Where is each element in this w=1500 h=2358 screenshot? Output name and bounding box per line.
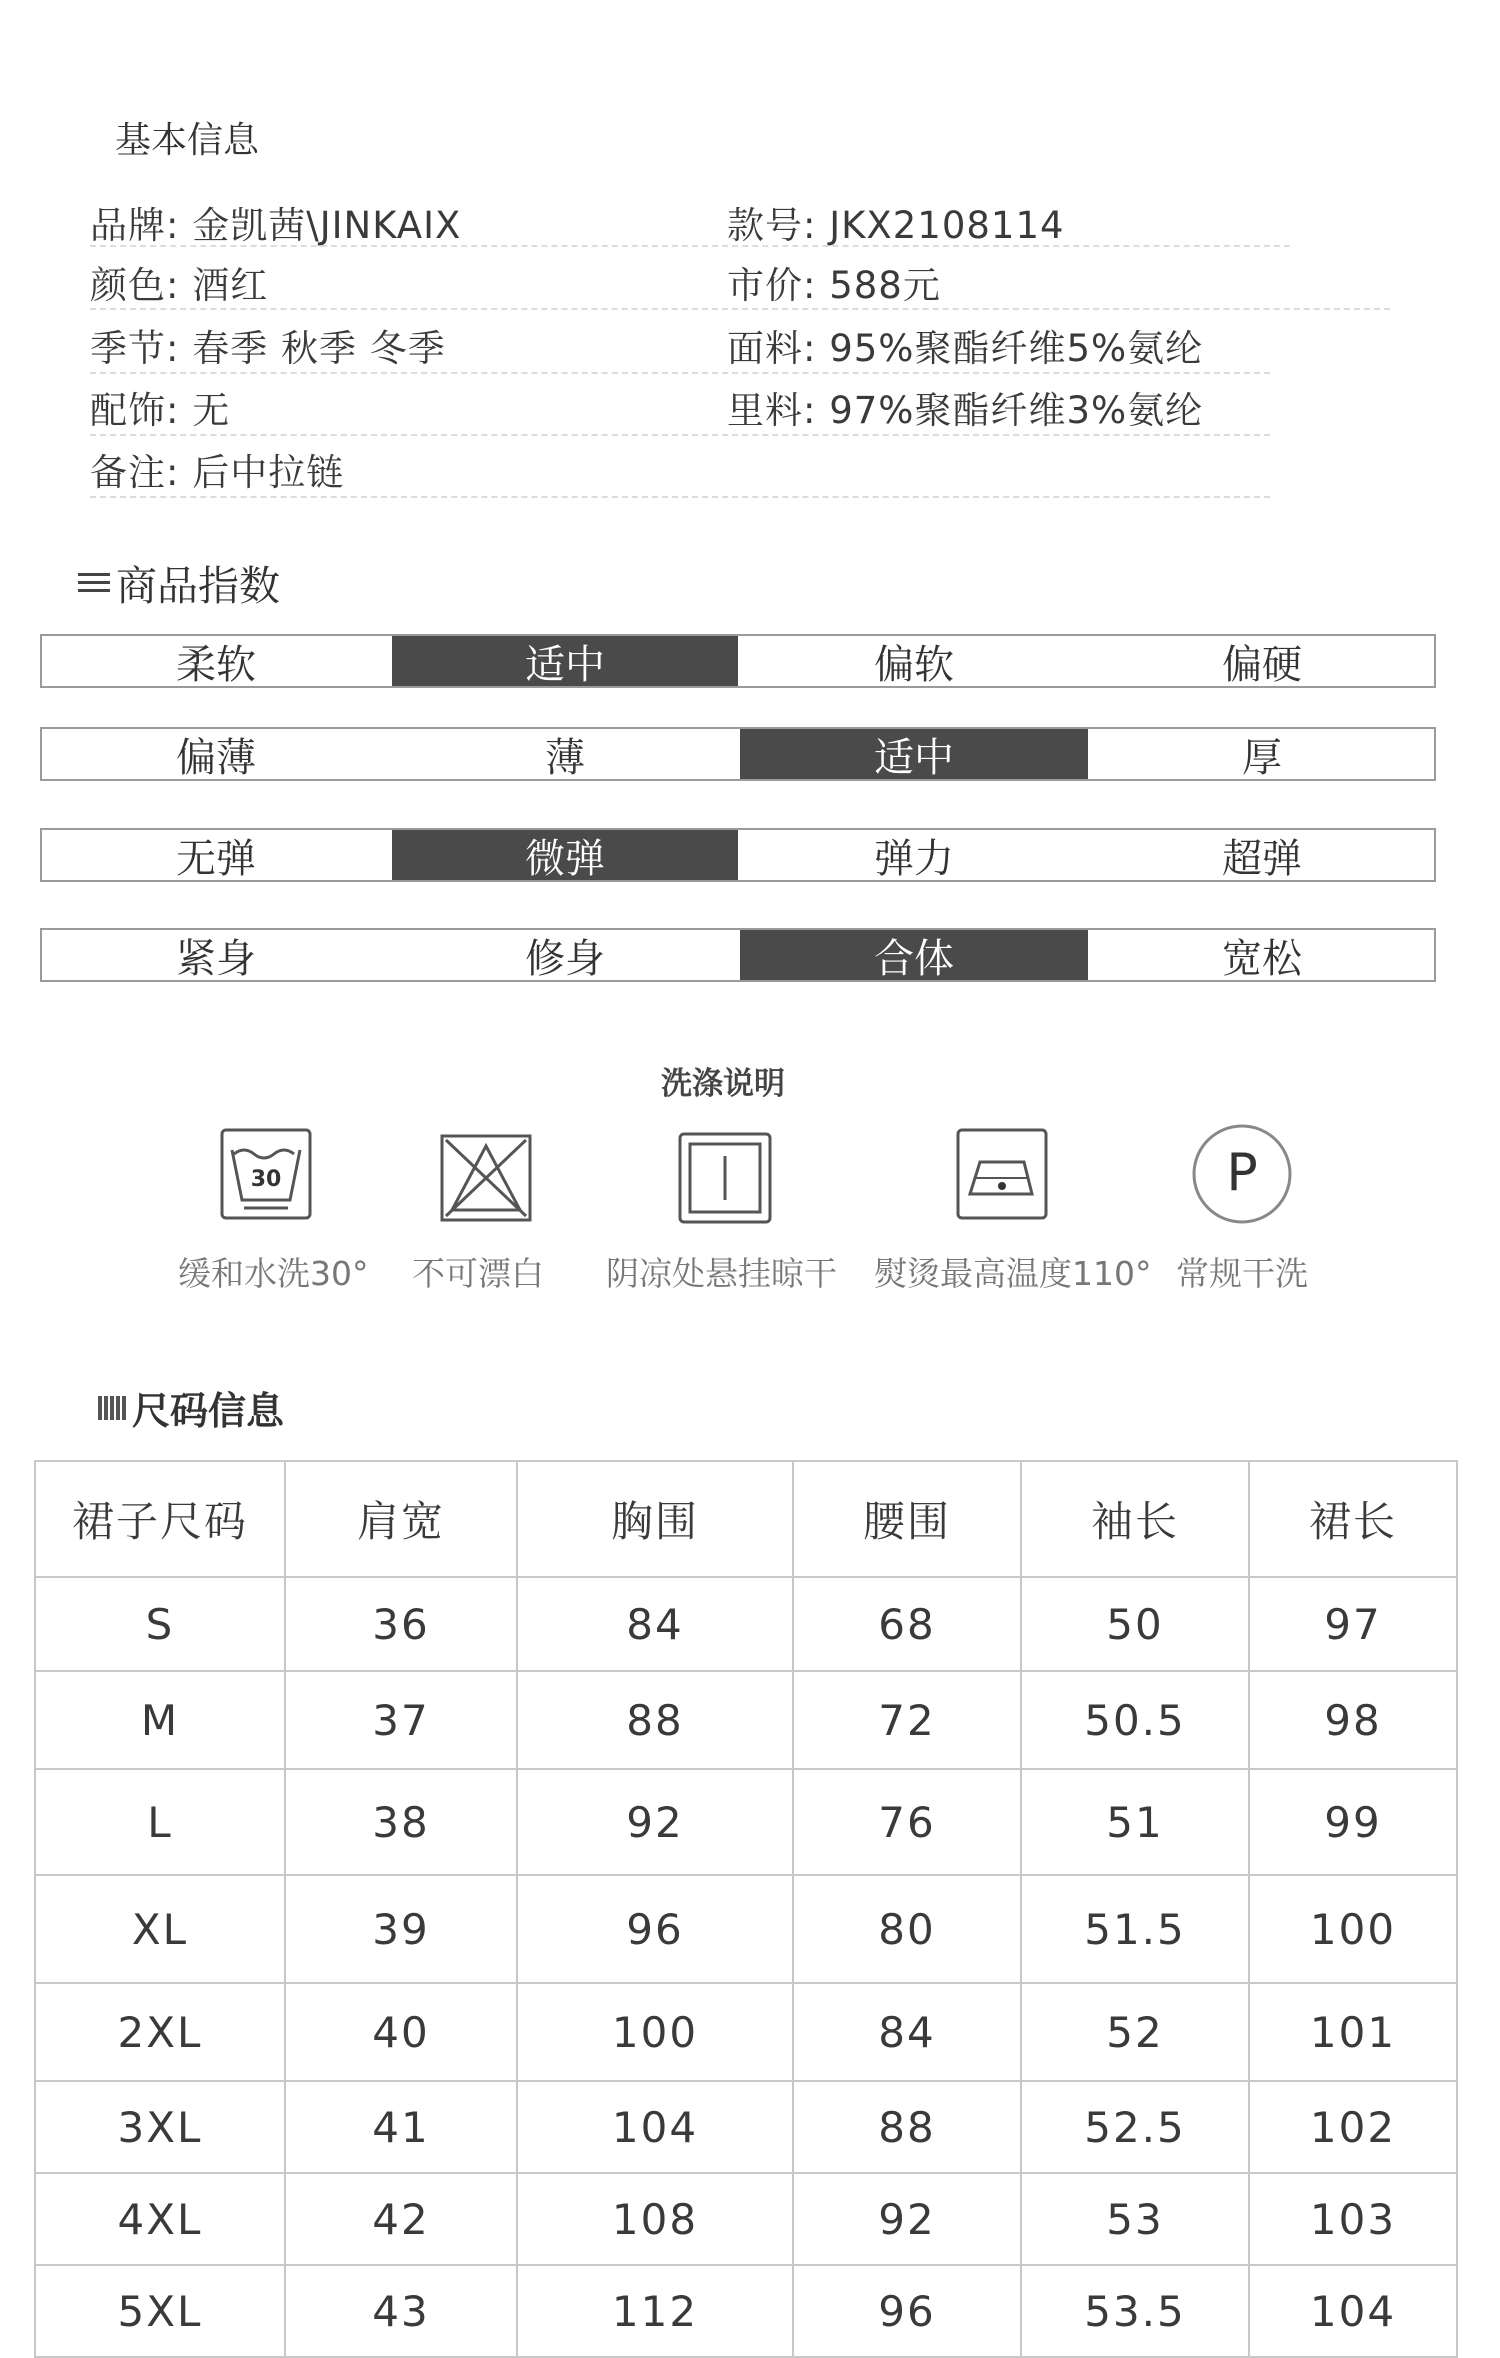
size-cell: 42	[285, 2173, 517, 2265]
size-header-cell: 裙子尺码	[35, 1461, 285, 1577]
index-option: 柔软	[176, 641, 256, 688]
svg-text:P: P	[1226, 1143, 1258, 1203]
no-bleach-icon	[440, 1134, 532, 1226]
divider	[90, 496, 1270, 498]
index-option: 偏薄	[176, 734, 256, 781]
info-fabric: 面料: 95%聚酯纤维5%氨纶	[727, 327, 1204, 370]
info-brand: 品牌: 金凯茜\JINKAIX	[90, 204, 462, 247]
size-cell: 92	[517, 1769, 793, 1875]
size-cell: 53	[1021, 2173, 1249, 2265]
divider	[90, 245, 1290, 247]
size-cell: S	[35, 1577, 285, 1671]
index-option: 微弹	[392, 830, 738, 880]
svg-text:30: 30	[250, 1167, 282, 1192]
size-cell: 88	[793, 2081, 1021, 2173]
size-cell: 51.5	[1021, 1875, 1249, 1983]
size-cell: 2XL	[35, 1983, 285, 2081]
size-cell: 38	[285, 1769, 517, 1875]
table-row	[35, 1875, 1457, 1983]
size-cell: 84	[793, 1983, 1021, 2081]
size-cell: 104	[517, 2081, 793, 2173]
size-cell: L	[35, 1769, 285, 1875]
size-cell: 80	[793, 1875, 1021, 1983]
size-cell: 50	[1021, 1577, 1249, 1671]
info-season: 季节: 春季 秋季 冬季	[90, 327, 446, 370]
size-cell: 53.5	[1021, 2265, 1249, 2357]
table-row	[35, 1671, 1457, 1769]
size-cell: 39	[285, 1875, 517, 1983]
index-title: 商品指数	[116, 562, 280, 610]
size-header-cell: 裙长	[1249, 1461, 1457, 1577]
wash-30-icon	[220, 1128, 312, 1224]
index-heading	[78, 553, 280, 612]
size-header-cell: 胸围	[517, 1461, 793, 1577]
list-icon	[78, 570, 110, 596]
index-option: 偏软	[874, 641, 954, 688]
line-dry-shade-icon	[678, 1132, 772, 1228]
size-table	[34, 1460, 1458, 2358]
calendar-icon	[98, 1396, 126, 1420]
wash-label-2: 不可漂白	[412, 1254, 544, 1293]
size-cell: 102	[1249, 2081, 1457, 2173]
size-cell: 92	[793, 2173, 1021, 2265]
table-row	[35, 1577, 1457, 1671]
divider	[90, 434, 1270, 436]
size-cell: 100	[1249, 1875, 1457, 1983]
size-cell: 40	[285, 1983, 517, 2081]
table-row	[35, 1769, 1457, 1875]
size-header-cell: 袖长	[1021, 1461, 1249, 1577]
size-cell: 76	[793, 1769, 1021, 1875]
index-row	[40, 928, 1436, 982]
wash-label-5: 常规干洗	[1176, 1254, 1308, 1293]
size-cell: 41	[285, 2081, 517, 2173]
size-cell: 4XL	[35, 2173, 285, 2265]
size-cell: 100	[517, 1983, 793, 2081]
size-cell: 52.5	[1021, 2081, 1249, 2173]
index-option: 适中	[392, 636, 738, 686]
size-cell: 88	[517, 1671, 793, 1769]
size-cell: 51	[1021, 1769, 1249, 1875]
table-row	[35, 2173, 1457, 2265]
wash-label-1: 缓和水洗30°	[178, 1254, 369, 1293]
info-price: 市价: 588元	[727, 264, 941, 307]
table-row	[35, 2265, 1457, 2357]
index-option: 宽松	[1222, 935, 1302, 982]
size-cell: 101	[1249, 1983, 1457, 2081]
size-table-header	[35, 1461, 1457, 1577]
divider	[90, 308, 1390, 310]
size-cell: 72	[793, 1671, 1021, 1769]
index-option: 紧身	[176, 935, 256, 982]
index-row	[40, 828, 1436, 882]
size-cell: 37	[285, 1671, 517, 1769]
size-cell: 84	[517, 1577, 793, 1671]
size-cell: 52	[1021, 1983, 1249, 2081]
size-cell: 103	[1249, 2173, 1457, 2265]
table-row	[35, 2081, 1457, 2173]
size-cell: 96	[517, 1875, 793, 1983]
info-remark: 备注: 后中拉链	[90, 451, 345, 494]
index-option: 厚	[1242, 734, 1282, 781]
size-cell: 108	[517, 2173, 793, 2265]
size-cell: 99	[1249, 1769, 1457, 1875]
index-option: 超弹	[1222, 835, 1302, 882]
size-cell: 5XL	[35, 2265, 285, 2357]
divider	[90, 372, 1270, 374]
size-cell: M	[35, 1671, 285, 1769]
basic-info-title: 基本信息	[115, 120, 260, 161]
size-cell: 104	[1249, 2265, 1457, 2357]
index-option: 适中	[740, 729, 1088, 779]
size-cell: 50.5	[1021, 1671, 1249, 1769]
size-cell: 3XL	[35, 2081, 285, 2173]
info-color: 颜色: 酒红	[90, 264, 269, 307]
size-heading	[98, 1380, 284, 1435]
iron-low-icon	[956, 1128, 1048, 1224]
size-cell: 98	[1249, 1671, 1457, 1769]
size-cell: 36	[285, 1577, 517, 1671]
index-option: 修身	[525, 935, 605, 982]
size-cell: 112	[517, 2265, 793, 2357]
index-option: 偏硬	[1222, 641, 1302, 688]
washing-title: 洗涤说明	[661, 1066, 785, 1102]
info-lining: 里料: 97%聚酯纤维3%氨纶	[727, 389, 1204, 432]
size-header-cell: 腰围	[793, 1461, 1021, 1577]
size-cell: 96	[793, 2265, 1021, 2357]
index-option: 无弹	[176, 835, 256, 882]
size-header-cell: 肩宽	[285, 1461, 517, 1577]
index-option: 合体	[740, 930, 1088, 980]
wash-label-4: 熨烫最高温度110°	[874, 1254, 1152, 1293]
size-cell: 68	[793, 1577, 1021, 1671]
size-cell: 43	[285, 2265, 517, 2357]
index-option: 弹力	[874, 835, 954, 882]
index-row	[40, 727, 1436, 781]
index-row	[40, 634, 1436, 688]
table-row	[35, 1983, 1457, 2081]
wash-label-3: 阴凉处悬挂晾干	[606, 1254, 837, 1293]
info-accessory: 配饰: 无	[90, 389, 231, 432]
size-cell: XL	[35, 1875, 285, 1983]
size-title: 尺码信息	[132, 1389, 285, 1433]
dry-clean-p-icon	[1190, 1122, 1294, 1230]
index-option: 薄	[545, 734, 585, 781]
size-cell: 97	[1249, 1577, 1457, 1671]
info-style-no: 款号: JKX2108114	[727, 204, 1065, 247]
